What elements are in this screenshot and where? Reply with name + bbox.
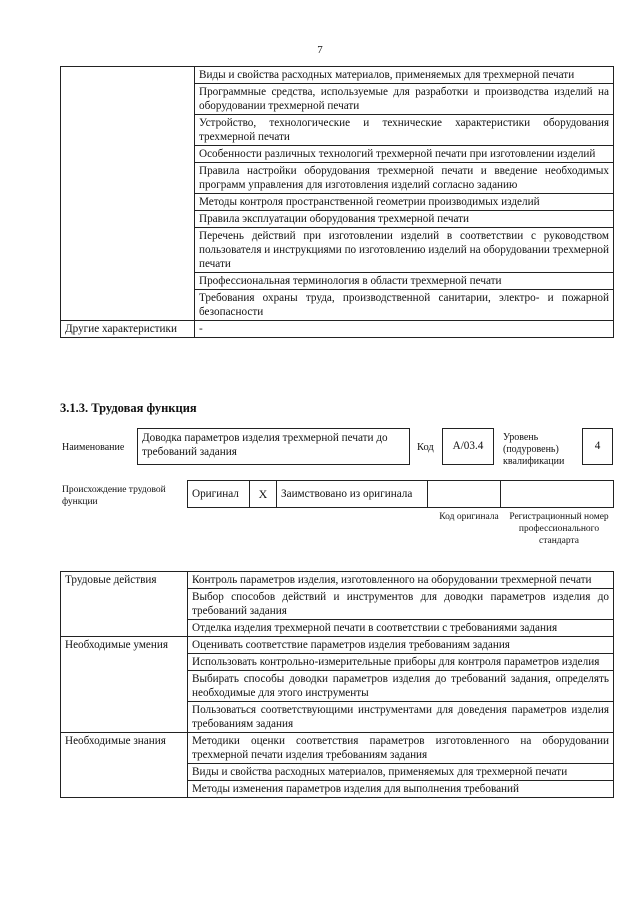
name-label: Наименование bbox=[62, 442, 125, 453]
other-characteristics-value: - bbox=[195, 321, 614, 338]
action-item: Контроль параметров изделия, изготовленного на оборудовании трехмерной печати bbox=[188, 572, 614, 589]
other-characteristics-label: Другие характеристики bbox=[61, 321, 195, 338]
code-label: Код bbox=[417, 442, 434, 453]
knowledge-item: Виды и свойства расходных материалов, применяемых для трехмерной печати bbox=[195, 67, 614, 84]
level-label: Уровень (подуровень) квалификации bbox=[503, 432, 565, 467]
skills-label: Необходимые умения bbox=[61, 637, 188, 733]
labor-function-table bbox=[60, 571, 614, 798]
knowledge-item: Методы изменения параметров изделия для выполнения требований bbox=[188, 781, 614, 798]
knowledge-item: Требования охраны труда, производственной санитарии, электро- и пожарной безопасности bbox=[195, 290, 614, 321]
knowledge-table-continued bbox=[60, 66, 614, 338]
knowledge-item: Правила настройки оборудования трехмерной печати и введение необходимых программ управления для изготовления изделий согласно заданию bbox=[195, 163, 614, 194]
origin-table bbox=[187, 480, 614, 508]
knowledge-item: Перечень действий при изготовлении изделий в соответствии с руководством пользователя и инструкциями по изготовлению изделий на оборудовании трехмерной печати bbox=[195, 228, 614, 273]
original-mark: X bbox=[250, 481, 277, 508]
reg-number-cell bbox=[501, 481, 614, 508]
original-code-cell bbox=[428, 481, 501, 508]
reg-caption: Регистрационный номер профессионального стандарта bbox=[509, 512, 609, 546]
name-box bbox=[137, 428, 410, 465]
knowledge-label: Необходимые знания bbox=[61, 733, 188, 798]
skill-item: Оценивать соответствие параметров изделия требованиям задания bbox=[188, 637, 614, 654]
actions-label: Трудовые действия bbox=[61, 572, 188, 637]
borrowed-label: Заимствовано из оригинала bbox=[277, 481, 428, 508]
page-number: 7 bbox=[317, 44, 323, 56]
level-value: 4 bbox=[594, 440, 601, 452]
function-name: Доводка параметров изделия трехмерной печати до требований задания bbox=[142, 432, 388, 458]
original-label: Оригинал bbox=[188, 481, 250, 508]
code-caption: Код оригинала bbox=[439, 512, 499, 522]
code-box bbox=[442, 428, 494, 465]
action-item: Отделка изделия трехмерной печати в соответствии с требованиями задания bbox=[188, 620, 614, 637]
skill-item: Использовать контрольно-измерительные приборы для контроля параметров изделия bbox=[188, 654, 614, 671]
knowledge-item: Особенности различных технологий трехмерной печати при изготовлении изделий bbox=[195, 146, 614, 163]
level-box bbox=[582, 428, 613, 465]
origin-label: Происхождение трудовой функции bbox=[62, 485, 166, 507]
empty-label-cell bbox=[61, 67, 195, 321]
knowledge-item: Устройство, технологические и технические характеристики оборудования трехмерной печати bbox=[195, 115, 614, 146]
knowledge-item: Правила эксплуатации оборудования трехмерной печати bbox=[195, 211, 614, 228]
knowledge-item: Методы контроля пространственной геометрии производимых изделий bbox=[195, 194, 614, 211]
skill-item: Пользоваться соответствующими инструментами для доведения параметров изделия требованиям задания bbox=[188, 702, 614, 733]
knowledge-item: Программные средства, используемые для разработки и производства изделий на оборудовании трехмерной печати bbox=[195, 84, 614, 115]
skill-item: Выбирать способы доводки параметров изделия до требований задания, определять необходимые для этого инструменты bbox=[188, 671, 614, 702]
knowledge-item: Профессиональная терминология в области трехмерной печати bbox=[195, 273, 614, 290]
code-value: A/03.4 bbox=[452, 440, 484, 452]
section-heading: 3.1.3. Трудовая функция bbox=[60, 401, 197, 415]
knowledge-item: Методики оценки соответствия параметров изготовленного на оборудовании трехмерной печати изделия требованиям задания bbox=[188, 733, 614, 764]
knowledge-item: Виды и свойства расходных материалов, применяемых для трехмерной печати bbox=[188, 764, 614, 781]
action-item: Выбор способов действий и инструментов для доводки параметров изделия до требований задания bbox=[188, 589, 614, 620]
